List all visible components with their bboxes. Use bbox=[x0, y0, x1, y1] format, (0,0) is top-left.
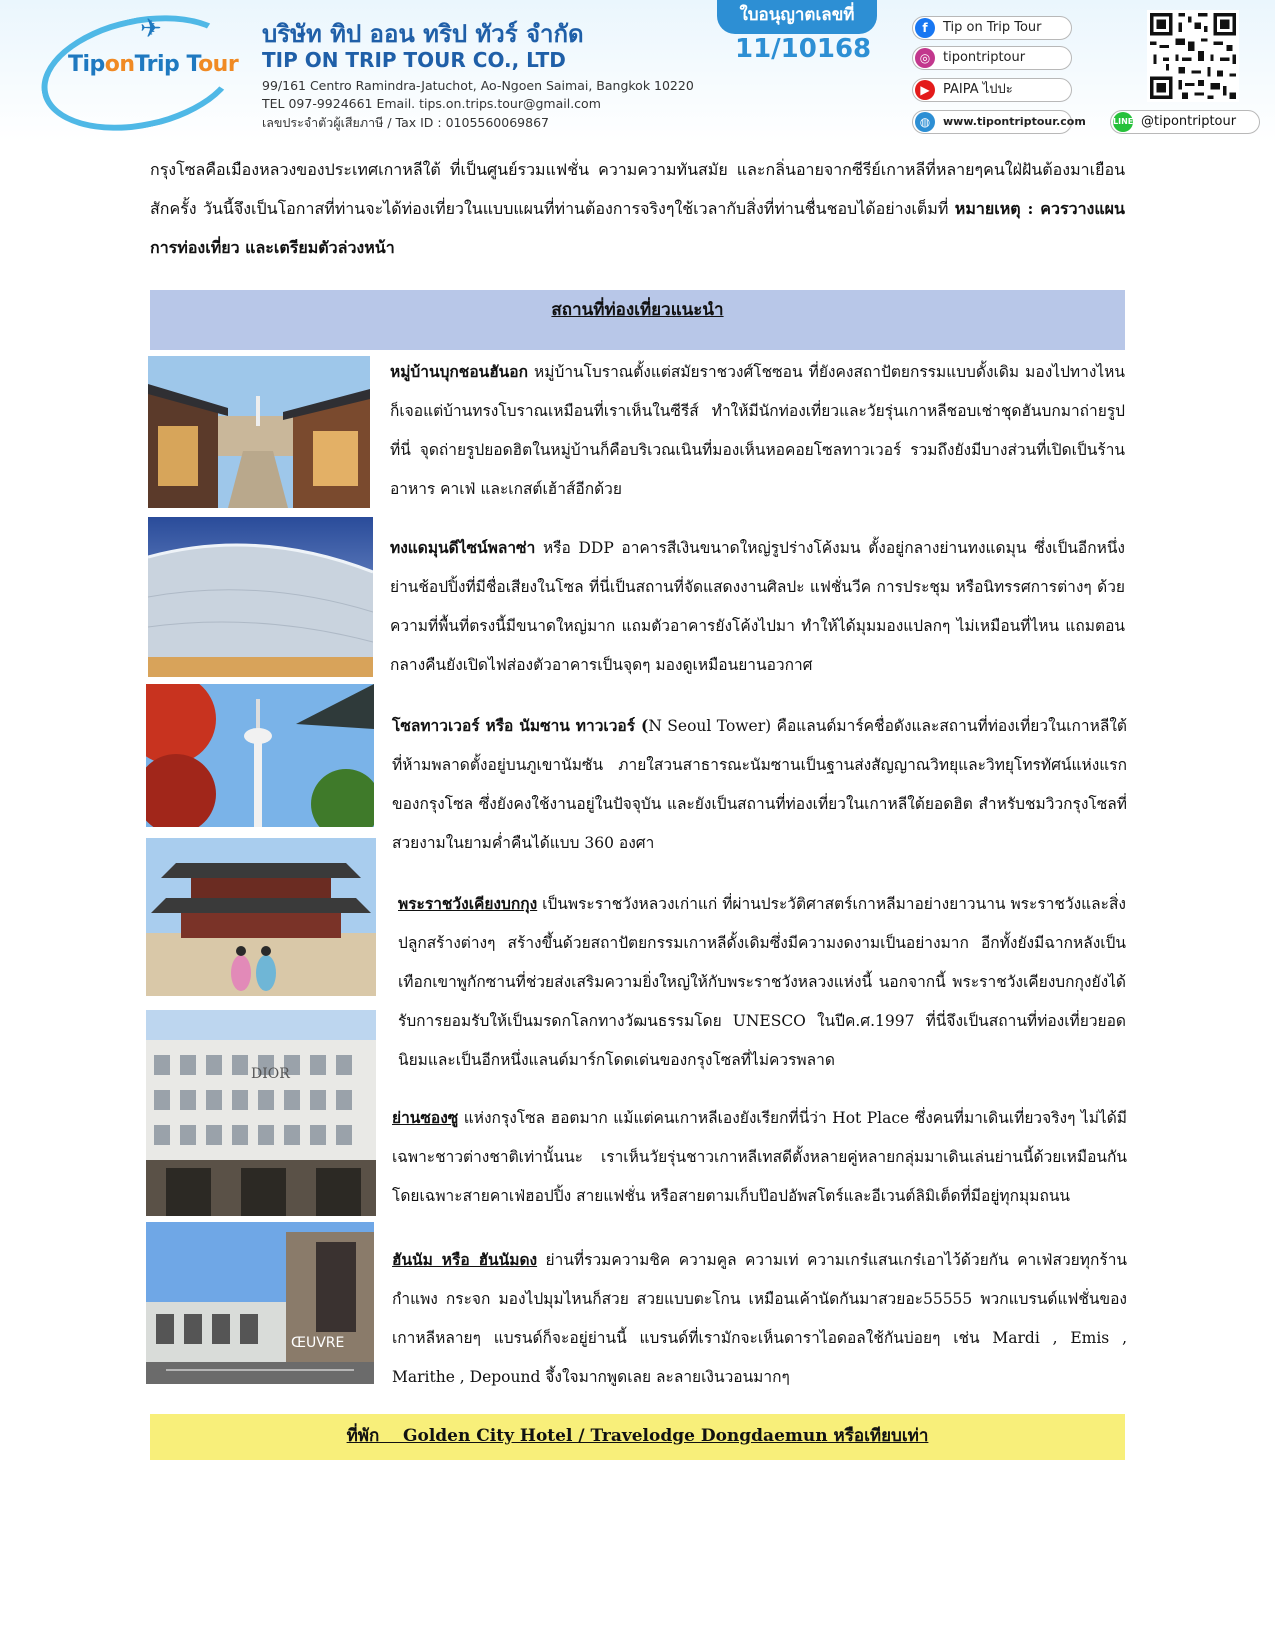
instagram-link[interactable] bbox=[912, 46, 1072, 70]
license-number: 11/10168 bbox=[735, 34, 872, 64]
place-title: ฮันนัม หรือ ฮันนัมดง bbox=[392, 1250, 538, 1269]
place-description: หมู่บ้านโบราณตั้งแต่สมัยราชวงศ์โชซอน ที่ยังคงสถาปัตยกรรมแบบดั้งเดิม มองไปทางไหนก็เจอแต่บ้านทรงโบราณเหมือนที่เราเห็นในซีรีส์ ทำให้มีนักท่องเที่ยวและวัยรุ่นเกาหลีชอบเช่าชุดฮันบกมาถ่ายรูปที่นี่ จุดถ่ายรูปยอดฮิตในหมู่บ้านก็คือบริเวณเนินที่มองเห็นหอคอยโซลทาวเวอร์ รวมถึงยังมีบางส่วนที่เปิดเป็นร้านอาหาร คาเฟ่ และเกสต์เฮ้าส์อีกด้วย bbox=[390, 363, 1125, 498]
facebook-label: Tip on Trip Tour bbox=[943, 20, 1042, 35]
place-hannam bbox=[392, 1240, 1127, 1397]
photo-seongsu-dior bbox=[146, 1010, 376, 1216]
place-seongsu bbox=[392, 1098, 1127, 1216]
photo-n-seoul-tower bbox=[146, 684, 374, 827]
place-description: N Seoul Tower) คือแลนด์มาร์คชื่อดังและสถานที่ท่องเที่ยวในเกาหลีใต้ที่ห้ามพลาดตั้งอยู่บนภูเขานัมซัน ภายใสวนสาธารณะนัมซานเป็นฐานส่งสัญญาณวิทยุและวิทยุโทรทัศน์แห่งแรกของกรุงโซล ซึ่งยังคงใช้งานอยู่ในปัจจุบัน และยังเป็นสถานที่ท่องเที่ยวในเกาหลีใต้ยอดฮิต สำหรับชมวิวกรุงโซลที่สวยงามในยามค่ำคืนได้แบบ 360 องศา bbox=[392, 717, 1127, 852]
website-label: www.tipontriptour.com bbox=[943, 115, 1086, 128]
qr-code bbox=[1147, 10, 1239, 102]
place-title: หมู่บ้านบุกชอนฮันอก bbox=[390, 362, 528, 381]
place-description: ย่านที่รวมความชิค ความคูล ความเท่ ความเกร๋แสนเกร๋เอาไว้ด้วยกัน คาเฟ่สวยทุกร้าน กำแพง กระจก มองไปมุมไหนก็สวย สวยแบบตะโกน เหมือนเค้านัดกันมาสวยอะ55555 พวกแบรนด์แฟชั่นของเกาหลีหลายๆ แบรนด์ก็จะอยู่ย่านนี้ แบรนด์ที่เรามักจะเห็นดาราไอดอลใช้กันบ่อยๆ เช่น Mardi , Emis , Marithe , Depound จึ้งใจมากพูดเลย ละลายเงินวอนมากๆ bbox=[392, 1251, 1127, 1386]
place-title: ทงแดมุนดีไซน์พลาซ่า bbox=[390, 538, 536, 557]
logo-part-trip: Trip T bbox=[134, 52, 199, 77]
instagram-icon: ◎ bbox=[915, 48, 935, 68]
line-link[interactable] bbox=[1110, 110, 1260, 134]
oeuvre-sign: ŒUVRE bbox=[291, 1335, 345, 1351]
place-description: เป็นพระราชวังหลวงเก่าแก่ ที่ผ่านประวัติศาสตร์เกาหลีมาอย่างยาวนาน พระราชวังและสิ่งปลูกสร้างต่างๆ สร้างขึ้นด้วยสถาปัตยกรรมเกาหลีดั้งเดิมซึ่งมีความงดงามเป็นอย่างมาก อีกทั้งยังมีฉากหลังเป็นเทือกเขาพูกักซานที่ช่วยส่งเสริมความยิ่งใหญ่ให้กับพระราชวังหลวงแห่งนี้ นอกจากนี้ พระราชวังเคียงบกกุงยังได้รับการยอมรับให้เป็นมรดกโลกทางวัฒนธรรมโดย UNESCO ในปีค.ศ.1997 ที่นี่จึงเป็นสถานที่ท่องเที่ยวยอดนิยมและเป็นอีกหนึ่งแลนด์มาร์กโดดเด่นของกรุงโซลที่ไม่ควรพลาด bbox=[398, 895, 1126, 1069]
place-title: โซลทาวเวอร์ หรือ นัมซาน ทาวเวอร์ ( bbox=[392, 716, 649, 735]
place-gyeongbokgung bbox=[398, 884, 1126, 1080]
youtube-label: PAIPA ไปปะ bbox=[943, 82, 1013, 97]
photo-gyeongbokgung bbox=[146, 838, 376, 996]
place-title: พระราชวังเคียงบกกุง bbox=[398, 894, 538, 913]
place-description: แห่งกรุงโซล ฮอตมาก แม้แต่คนเกาหลีเองยังเรียกที่นี่ว่า Hot Place ซึ่งคนที่มาเดินเที่ยวจริงๆ ไม่ได้มีเฉพาะชาวต่างชาติเท่านั้นนะ เราเห็นวัยรุ่นชาวเกาหลีเทสดีตั้งหลายคู่หลายกลุ่มมาเดินเล่นย่านนี้ด้วยเหมือนกัน โดยเฉพาะสายคาเฟ่ฮอปปิ้ง สายแฟชั่น หรือสายตามเก็บป๊อปอัพสโตร์และอีเวนต์ลิมิเต็ดที่มีอยู่ทุกมุมถนน bbox=[392, 1109, 1127, 1205]
place-bukchon bbox=[390, 352, 1125, 509]
logo-part-our: our bbox=[198, 52, 239, 77]
youtube-icon: ▶ bbox=[915, 80, 935, 100]
facebook-link[interactable] bbox=[912, 16, 1072, 40]
company-tax-id: เลขประจำตัวผู้เสียภาษี / Tax ID : 0105560069867 bbox=[262, 115, 549, 130]
photo-hannam bbox=[146, 1222, 374, 1384]
place-n-seoul-tower bbox=[392, 706, 1127, 863]
photo-ddp bbox=[148, 517, 373, 677]
license-label: ใบอนุญาตเลขที่ bbox=[717, 0, 877, 34]
qr-code-image bbox=[1147, 10, 1239, 102]
hotel-info: ที่พัก Golden City Hotel / Travelodge Dongdaemun หรือเทียบเท่า bbox=[346, 1426, 929, 1446]
place-ddp bbox=[390, 528, 1125, 685]
company-name-english: TIP ON TRIP TOUR CO., LTD bbox=[262, 48, 566, 72]
photo-bukchon-village bbox=[148, 356, 370, 508]
letterhead bbox=[0, 0, 1275, 142]
logo-part-on: on bbox=[104, 52, 135, 77]
line-label: @tipontriptour bbox=[1141, 114, 1237, 129]
intro-note: หมายเหตุ : ควรวางแผนการท่องเที่ยว และเตรียมตัวล่วงหน้า bbox=[150, 199, 1125, 257]
logo-part-tip: Tip bbox=[68, 52, 105, 77]
globe-icon: ◍ bbox=[915, 112, 935, 132]
place-description: หรือ DDP อาคารสีเงินขนาดใหญ่รูปร่างโค้งมน ตั้งอยู่กลางย่านทงแดมุน ซึ่งเป็นอีกหนึ่งย่านช้อปปิ้งที่มีชื่อเสียงในโซล ที่นี่เป็นสถานที่จัดแสดงงานศิลปะ แฟชั่นวีค การประชุม หรือนิทรรศการต่างๆ ด้วยความที่พื้นที่ตรงนี้มีขนาดใหญ่มาก แถมตัวอาคารยังโค้งไปมา ทำให้ได้มุมมองแปลกๆ ไม่เหมือนที่ไหน แถมตอนกลางคืนยังเปิดไฟส่องตัวอาคารเป็นจุดๆ มองดูเหมือนยานอวกาศ bbox=[390, 539, 1125, 674]
facebook-icon: f bbox=[915, 18, 935, 38]
airplane-icon: ✈ bbox=[140, 14, 162, 44]
intro-text: กรุงโซลคือเมืองหลวงของประเทศเกาหลีใต้ ที่เป็นศูนย์รวมแฟชั่น ความความทันสมัย และกลิ่นอายจากซีรีย์เกาหลีที่หลายๆคนใฝ่ฝันต้องมาเยือนสักครั้ง วันนี้จึงเป็นโอกาสที่ท่านจะได้ท่องเที่ยวในแบบแผนที่ท่านต้องการจริงๆใช้เวลากับสิ่งที่ท่านชื่นชอบได้อย่างเต็มที่ bbox=[150, 160, 1125, 218]
company-address: 99/161 Centro Ramindra-Jatuchot, Ao-Ngoen Saimai, Bangkok 10220 bbox=[262, 78, 694, 93]
company-contact: TEL 097-9924661 Email. tips.on.trips.tour@gmail.com bbox=[262, 96, 601, 111]
place-title: ย่านซองซู bbox=[392, 1108, 459, 1127]
instagram-label: tipontriptour bbox=[943, 50, 1026, 65]
website-link[interactable] bbox=[912, 110, 1086, 134]
youtube-link[interactable] bbox=[912, 78, 1072, 102]
company-name-thai: บริษัท ทิป ออน ทริป ทัวร์ จำกัด bbox=[262, 20, 584, 48]
company-logo bbox=[68, 52, 238, 77]
intro-paragraph bbox=[150, 150, 1125, 267]
line-icon: LINE bbox=[1113, 112, 1133, 132]
dior-sign: DIOR bbox=[251, 1066, 290, 1082]
section-title: สถานที่ท่องเที่ยวแนะนำ bbox=[551, 300, 724, 320]
